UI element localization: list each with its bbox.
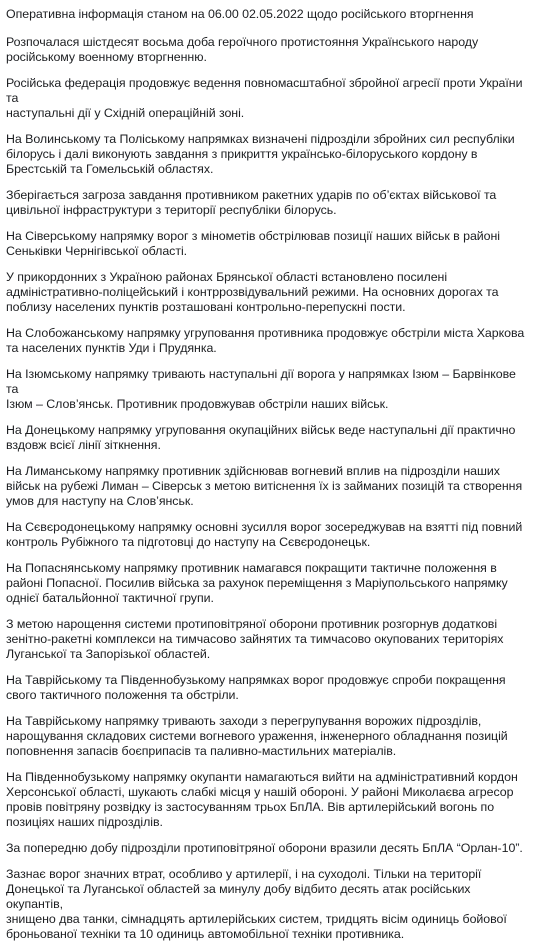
paragraph-bryansk: У прикордонних з Україною районах Брянської області встановлено посилені адміністративно-поліцейський і контррозвідувальний режими. На основних дорогах та поблизу населених пунктів розташовані контрольно-перепускні пости. [6, 270, 499, 314]
paragraph-volyn-polissia: На Волинському та Поліському напрямках визначені підрозділи збройних сил республіки білорусь і далі виконують завдання з прикриття українсько-білоруського кордону в Брестській та Гомельській областях. [6, 132, 515, 176]
paragraph-missile-threat: Зберігається загроза завдання противником ракетних ударів по об’єктах військової та цивільної інфраструктури з території республіки білорусь. [6, 188, 497, 217]
paragraph-izium: На Ізюмському напрямку тривають наступальні дії ворога у напрямках Ізюм – Барвінкове та Ізюм – Слов’янськ. Противник продовжував обстріли наших військ. [6, 367, 516, 411]
paragraph-air-defense: З метою нарощення системи протиповітряної оборони противник розгорнув додаткові зенітно-ракетні комплекси на тимчасово зайнятих та тимчасово окупованих територіях Луганської та Запорізької областей. [6, 617, 504, 661]
paragraph-donetsk: На Донецькому напрямку угруповання окупаційних військ веде наступальні дії практично вздовж всієї лінії зіткнення. [6, 423, 516, 452]
paragraph-aggression: Російська федерація продовжує ведення повномасштабної збройної агресії проти України та наступальні дії у Східній операційній зоні. [6, 76, 523, 120]
paragraph-losses: Зазнає ворог значних втрат, особливо у артилерії, і на суходолі. Тільки на території Донецької та Луганської областей за минулу добу відбито десять атак російських окупантів, знищено два танки, сімнадцять артилерійських систем, тридцять вісім одиниць бойової броньованої техніки та 10 одиниць автомобільної техніки противника. [6, 867, 507, 941]
paragraph-sievierodonetsk: На Сєвєродонецькому напрямку основні зусилля ворог зосереджував на взятті під повний контроль Рубіжного та підготовці до наступу на Сєвєродонецьк. [6, 520, 523, 549]
paragraph-slobozhanskyi: На Слобожанському напрямку угруповання противника продовжує обстріли міста Харкова та населених пунктів Уди і Прудянка. [6, 326, 525, 355]
paragraph-tavriia-pivdennyi-buh: На Таврійському та Південнобузькому напрямках ворог продовжує спроби покращення свого тактичного положення та обстріли. [6, 673, 506, 702]
paragraph-tavriia: На Таврійському напрямку тривають заходи з перегрупування ворожих підрозділів, нарощування складових системи вогневого ураження, інженерного обладнання позицій поповнення запасів боєприпасів та паливно-мастильних матеріалів. [6, 714, 508, 758]
paragraph-pivdennyi-buh: На Південнобузькому напрямку окупанти намагаються вийти на адміністративний кордон Херсонської області, шукають слабкі місця у нашій обороні. У районі Миколаєва агресор провів повітряну розвідку із застосуванням трьох БпЛА. Вів артилерійський вогонь по позиціях наших підрозділів. [6, 770, 518, 829]
paragraph-siversk-direction: На Сіверському напрямку ворог з мінометів обстрілював позиції наших військ в районі Сеньківки Чернігівської області. [6, 229, 500, 258]
paragraph-lyman: На Лиманському напрямку противник здійснював вогневий вплив на підрозділи наших військ на рубежі Лиман – Сіверськ з метою витіснення їх із займаних позицій та створення умов для наступу на Слов’янськ. [6, 464, 523, 508]
paragraph-popasna: На Попаснянському напрямку противник намагався покращити тактичне положення в районі Попасної. Посилив війська за рахунок переміщення з Маріупольського напрямку однієї батальйонної тактичної групи. [6, 561, 508, 605]
post-title: Оперативна інформація станом на 06.00 02.05.2022 щодо російського вторгнення [6, 7, 474, 21]
paragraph-day-count: Розпочалася шістдесят восьма доба героїчного протистояння Українського народу російському военному вторгненню. [6, 35, 479, 64]
paragraph-uav-downed: За попередню добу підрозділи протиповітряної оборони вразили десять БпЛА “Орлан-10”. [6, 841, 523, 855]
